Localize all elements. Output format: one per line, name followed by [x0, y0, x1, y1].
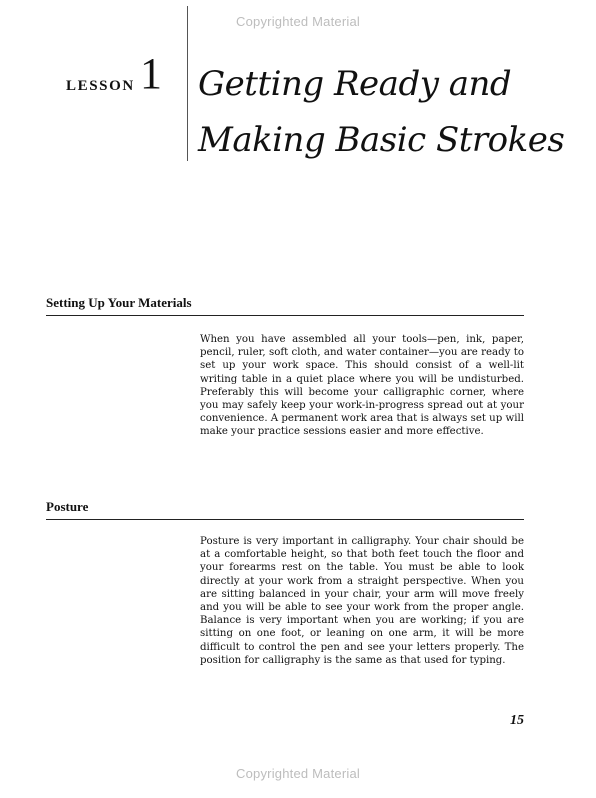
- watermark-bottom: Copyrighted Material: [236, 766, 360, 781]
- lesson-title-line-2: Making Basic Strokes: [198, 120, 565, 160]
- lesson-title-line-1: Getting Ready and: [198, 64, 512, 104]
- header-divider: [187, 6, 188, 161]
- section-body-materials: When you have assembled all your tools—pen, ink, paper, pencil, ruler, soft cloth, and water container—you are ready to set up your work space. This should consist of a well-lit writing table in a quiet place where you will be undisturbed. Preferably this will become your calligraphic corner, where you may safely keep your work-in-progress spread out at your convenience. A permanent work area that is always set up will make your practice sessions easier and more effective.: [200, 334, 524, 438]
- section-body-posture: Posture is very important in calligraphy. Your chair should be at a comfortable height, so that both feet touch the floor and your forearms rest on the table. You must be able to look directly at your work from a straight perspective. When you are sitting balanced in your chair, your arm will move freely and you will be able to see your work from the proper angle. Balance is very important when you are working; if you are sitting on one foot, or leaning on one arm, it will be more difficult to control the pen and see your letters properly. The position for calligraphy is the same as that used for typing.: [200, 536, 524, 666]
- section-heading-materials: Setting Up Your Materials: [46, 295, 524, 316]
- section-heading-posture: Posture: [46, 499, 524, 520]
- page-number: 15: [510, 713, 524, 728]
- lesson-number: 1: [140, 49, 162, 98]
- watermark-top: Copyrighted Material: [236, 14, 360, 29]
- lesson-title: [198, 56, 588, 168]
- lesson-label: LESSON: [66, 78, 135, 94]
